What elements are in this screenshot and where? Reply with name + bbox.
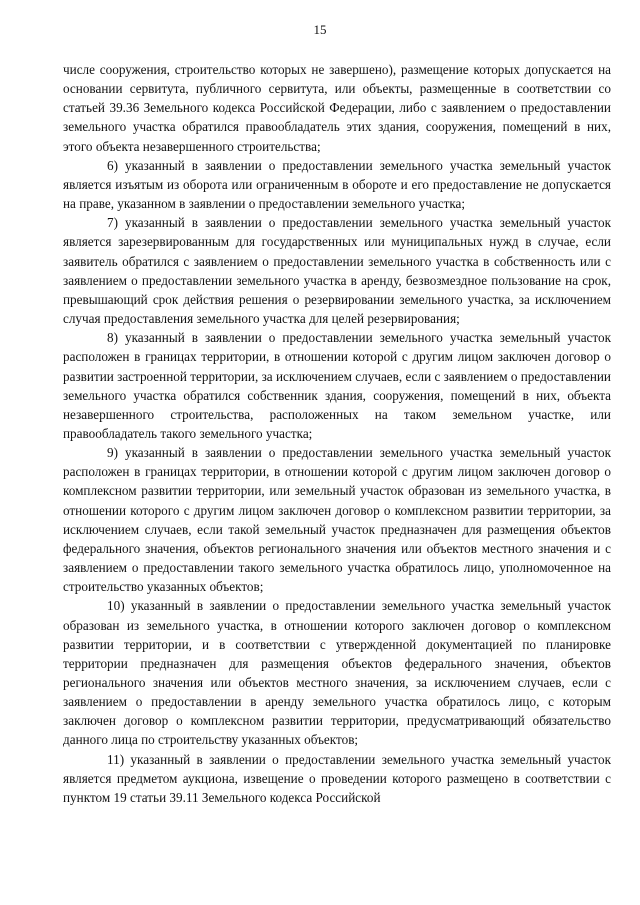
list-item-11: 11) указанный в заявлении о предоставлении земельного участка земельный участок является предметом аукциона, извещение о проведении которого размещено в соответствии с пунктом 19 статьи 39.11 Земельного кодекса Российской xyxy=(63,751,611,805)
list-item-10: 10) указанный в заявлении о предоставлении земельного участка земельный участок образован из земельного участка, в отношении которого заключен договор о комплексном развитии территории, и в соответствии с утвержденной документацией по планировке территории предназначен для размещения объектов федерального значения, объектов регионального значения или объектов местного значения, за исключением случаев, если с заявлением о предоставлении в аренду земельного участка обратилось лицо, с которым заключен договор о комплексном развитии территории, предусматривающий обязательство данного лица по строительству указанных объектов; xyxy=(63,598,611,748)
paragraph-continuation: числе сооружения, строительство которых не завершено), размещение которых допускается на основании сервитута, публичного сервитута, или объекты, размещенные в соответствии со статьей 39.36 Земельного кодекса Российской Федерации, либо с заявлением о предоставлении земельного участка обратился правообладатель этих здания, сооружения, помещений в них, этого объекта незавершенного строительства; xyxy=(63,62,611,154)
list-item-8: 8) указанный в заявлении о предоставлении земельного участка земельный участок расположен в границах территории, в отношении которой с другим лицом заключен договор о развитии застроенной территории, за исключением случаев, если с заявлением о предоставлении земельного участка обратился собственник здания, сооружения, помещений в них, объекта незавершенного строительства, расположенных на таком земельном участке, или правообладатель такого земельного участка; xyxy=(63,330,611,441)
list-item-6: 6) указанный в заявлении о предоставлении земельного участка земельный участок является изъятым из оборота или ограниченным в обороте и его предоставление не допускается на праве, указанном в заявлении о предоставлении земельного участка; xyxy=(63,157,611,212)
list-item-7: 7) указанный в заявлении о предоставлении земельного участка земельный участок является зарезервированным для государственных или муниципальных нужд в случае, если заявитель обратился с заявлением о предоставлении земельного участка в собственность или с заявлением о предоставлении земельного участка в аренду, безвозмездное пользование на срок, превышающий срок действия решения о резервировании земельного участка, за исключением случая предоставления земельного участка для целей резервирования; xyxy=(63,215,611,327)
page-number: 15 xyxy=(313,22,327,37)
document-body xyxy=(63,60,611,807)
list-item-9: 9) указанный в заявлении о предоставлении земельного участка земельный участок расположен в границах территории, в отношении которой с другим лицом заключен договор о комплексном развитии территории, или земельный участок образован из земельного участка, в отношении которого с другим лицом заключен договор о комплексном развитии территории, за исключением случаев, если такой земельный участок предназначен для размещения объектов федерального значения, объектов регионального значения или объектов местного значения и с заявлением о предоставлении такого земельного участка обратилось лицо, уполномоченное на строительство указанных объектов; xyxy=(63,445,611,595)
